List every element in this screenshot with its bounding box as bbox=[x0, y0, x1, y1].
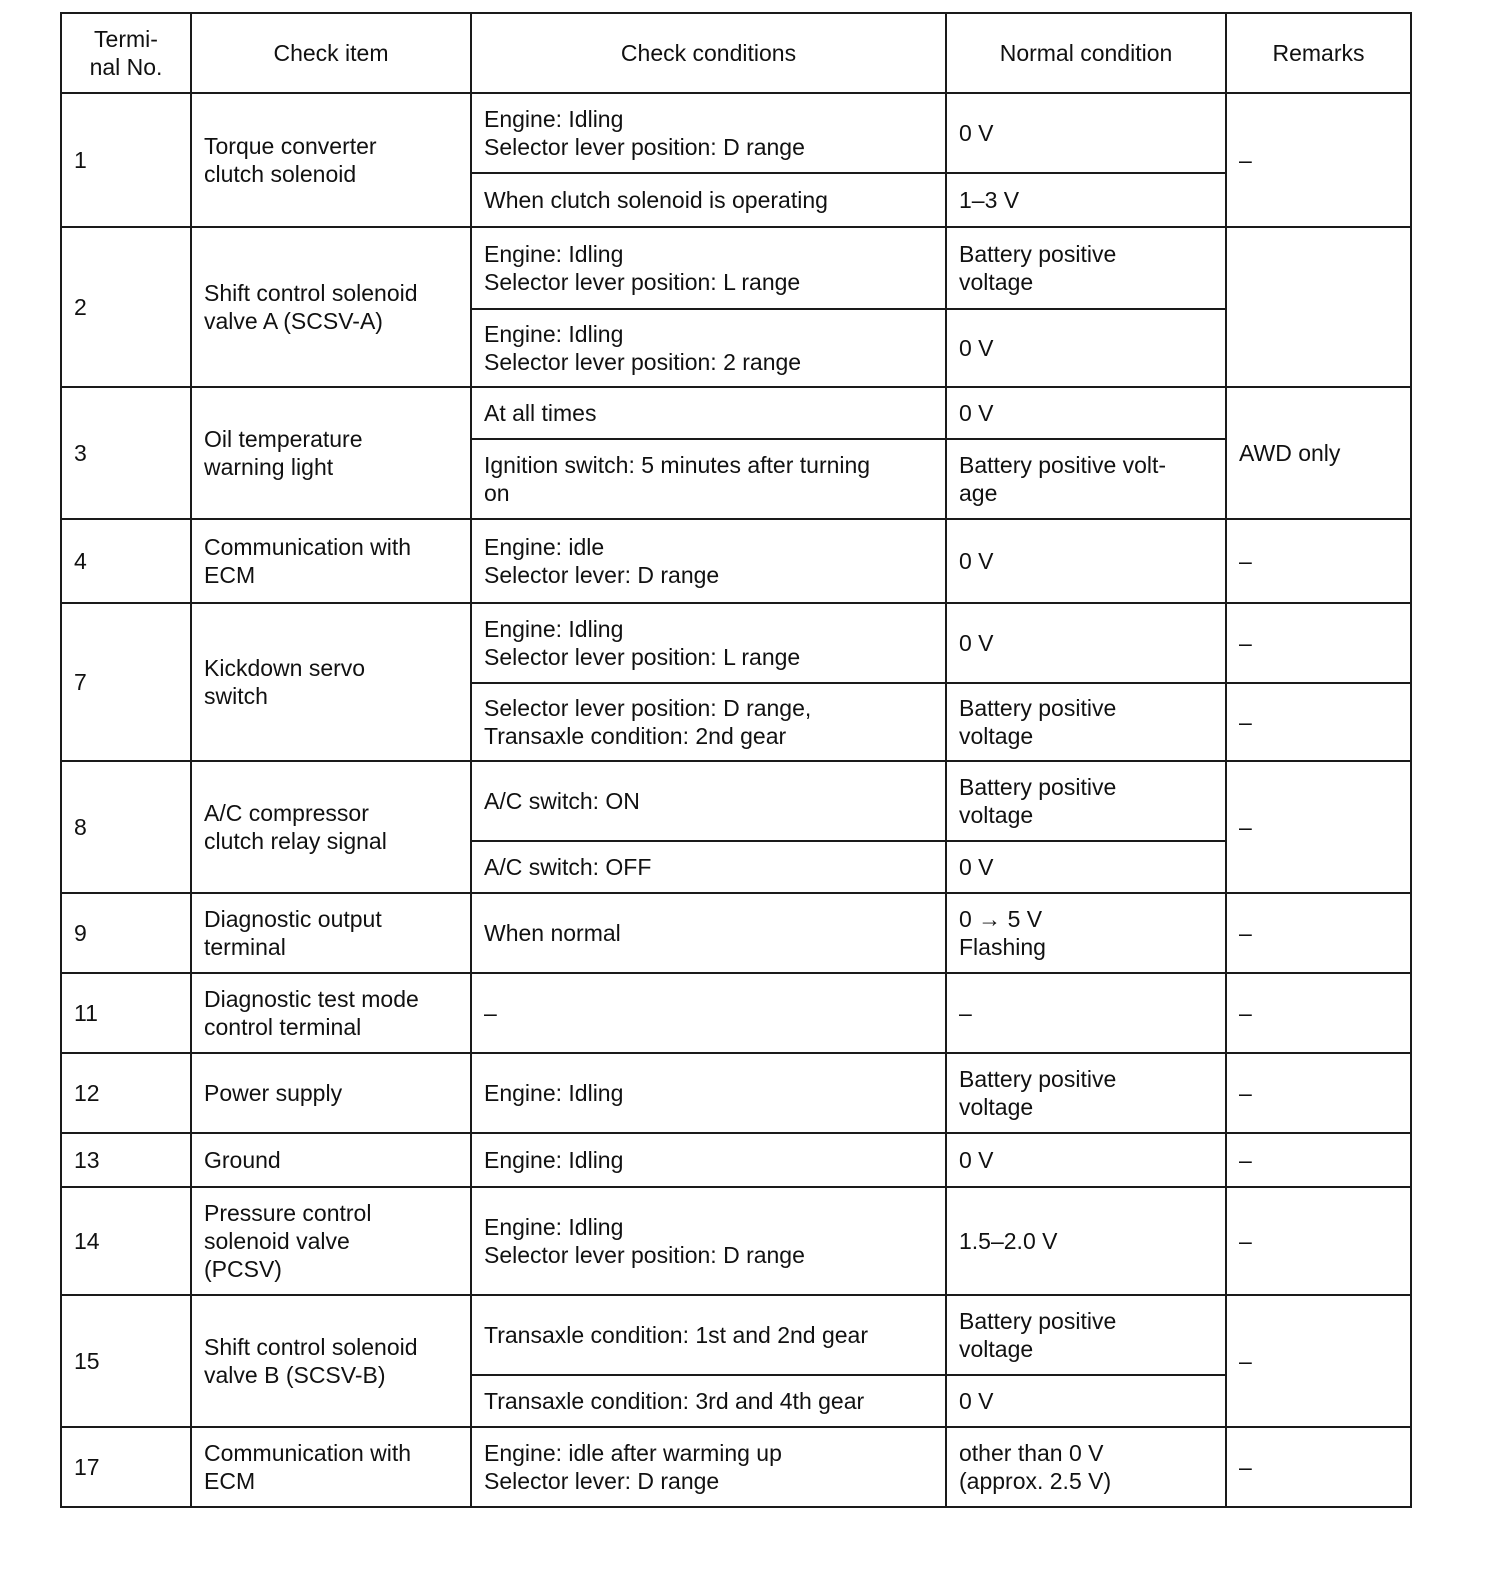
remarks: – bbox=[1226, 893, 1411, 973]
check-condition: At all times bbox=[471, 387, 946, 439]
remarks: – bbox=[1226, 1187, 1411, 1295]
normal-condition: 0 V bbox=[946, 309, 1226, 387]
terminal-number: 13 bbox=[61, 1133, 191, 1187]
normal-condition: – bbox=[946, 973, 1226, 1053]
table-row bbox=[61, 387, 1411, 439]
table-row bbox=[61, 603, 1411, 683]
normal-condition: other than 0 V (approx. 2.5 V) bbox=[946, 1427, 1226, 1507]
header-normal-condition: Normal condition bbox=[946, 13, 1226, 93]
terminal-number: 15 bbox=[61, 1295, 191, 1427]
normal-condition: 0 V bbox=[946, 1375, 1226, 1427]
terminal-check-sheet bbox=[60, 12, 1412, 1508]
normal-condition: 0 V bbox=[946, 603, 1226, 683]
normal-condition: 0 V bbox=[946, 1133, 1226, 1187]
check-item: Power supply bbox=[191, 1053, 471, 1133]
remarks: – bbox=[1226, 973, 1411, 1053]
terminal-number: 9 bbox=[61, 893, 191, 973]
check-condition: When normal bbox=[471, 893, 946, 973]
remarks: – bbox=[1226, 761, 1411, 893]
normal-condition: 0 V bbox=[946, 93, 1226, 173]
check-condition: A/C switch: ON bbox=[471, 761, 946, 841]
normal-condition: Battery positive voltage bbox=[946, 227, 1226, 309]
table-header-row bbox=[61, 13, 1411, 93]
check-item: Torque converter clutch solenoid bbox=[191, 93, 471, 227]
remarks: AWD only bbox=[1226, 387, 1411, 519]
check-condition: Transaxle condition: 3rd and 4th gear bbox=[471, 1375, 946, 1427]
remarks: – bbox=[1226, 683, 1411, 761]
table-row bbox=[61, 519, 1411, 603]
check-item: Pressure control solenoid valve (PCSV) bbox=[191, 1187, 471, 1295]
header-check-conditions: Check conditions bbox=[471, 13, 946, 93]
header-terminal-no: Termi- nal No. bbox=[61, 13, 191, 93]
remarks: – bbox=[1226, 603, 1411, 683]
terminal-number: 11 bbox=[61, 973, 191, 1053]
check-condition: Engine: Idling Selector lever position: D range bbox=[471, 1187, 946, 1295]
normal-condition: Battery positive voltage bbox=[946, 1053, 1226, 1133]
remarks bbox=[1226, 227, 1411, 387]
table-row bbox=[61, 1133, 1411, 1187]
header-remarks: Remarks bbox=[1226, 13, 1411, 93]
terminal-number: 17 bbox=[61, 1427, 191, 1507]
check-item: Ground bbox=[191, 1133, 471, 1187]
check-item: A/C compressor clutch relay signal bbox=[191, 761, 471, 893]
remarks: – bbox=[1226, 1133, 1411, 1187]
check-condition: Transaxle condition: 1st and 2nd gear bbox=[471, 1295, 946, 1375]
table-row bbox=[61, 893, 1411, 973]
normal-condition: Battery positive voltage bbox=[946, 761, 1226, 841]
normal-condition: 1.5–2.0 V bbox=[946, 1187, 1226, 1295]
check-condition: Engine: Idling bbox=[471, 1133, 946, 1187]
normal-condition: Battery positive volt- age bbox=[946, 439, 1226, 519]
check-item: Diagnostic test mode control terminal bbox=[191, 973, 471, 1053]
normal-condition: 0 → 5 V Flashing bbox=[946, 893, 1226, 973]
header-check-item: Check item bbox=[191, 13, 471, 93]
normal-condition: 0 V bbox=[946, 519, 1226, 603]
table-row bbox=[61, 1187, 1411, 1295]
terminal-check-table bbox=[60, 12, 1412, 1508]
remarks: – bbox=[1226, 1053, 1411, 1133]
table-row bbox=[61, 1295, 1411, 1375]
check-condition: When clutch solenoid is operating bbox=[471, 173, 946, 227]
check-condition: Engine: idle Selector lever: D range bbox=[471, 519, 946, 603]
table-row bbox=[61, 973, 1411, 1053]
terminal-number: 14 bbox=[61, 1187, 191, 1295]
check-condition: Engine: idle after warming up Selector lever: D range bbox=[471, 1427, 946, 1507]
normal-condition: 0 V bbox=[946, 387, 1226, 439]
table-row bbox=[61, 1053, 1411, 1133]
check-condition: A/C switch: OFF bbox=[471, 841, 946, 893]
terminal-number: 12 bbox=[61, 1053, 191, 1133]
terminal-number: 3 bbox=[61, 387, 191, 519]
remarks: – bbox=[1226, 519, 1411, 603]
check-item: Oil temperature warning light bbox=[191, 387, 471, 519]
remarks: – bbox=[1226, 93, 1411, 227]
check-condition: Selector lever position: D range, Transaxle condition: 2nd gear bbox=[471, 683, 946, 761]
terminal-number: 7 bbox=[61, 603, 191, 761]
terminal-number: 4 bbox=[61, 519, 191, 603]
terminal-number: 2 bbox=[61, 227, 191, 387]
table-row bbox=[61, 227, 1411, 309]
check-condition: – bbox=[471, 973, 946, 1053]
terminal-number: 1 bbox=[61, 93, 191, 227]
check-condition: Engine: Idling bbox=[471, 1053, 946, 1133]
check-item: Shift control solenoid valve A (SCSV-A) bbox=[191, 227, 471, 387]
check-item: Diagnostic output terminal bbox=[191, 893, 471, 973]
table-row bbox=[61, 761, 1411, 841]
check-item: Kickdown servo switch bbox=[191, 603, 471, 761]
check-condition: Engine: Idling Selector lever position: D range bbox=[471, 93, 946, 173]
normal-condition: 0 V bbox=[946, 841, 1226, 893]
check-condition: Engine: Idling Selector lever position: L range bbox=[471, 227, 946, 309]
remarks: – bbox=[1226, 1295, 1411, 1427]
normal-condition: Battery positive voltage bbox=[946, 1295, 1226, 1375]
normal-condition: 1–3 V bbox=[946, 173, 1226, 227]
remarks: – bbox=[1226, 1427, 1411, 1507]
check-condition: Engine: Idling Selector lever position: L range bbox=[471, 603, 946, 683]
check-item: Communication with ECM bbox=[191, 1427, 471, 1507]
terminal-number: 8 bbox=[61, 761, 191, 893]
check-item: Shift control solenoid valve B (SCSV-B) bbox=[191, 1295, 471, 1427]
check-item: Communication with ECM bbox=[191, 519, 471, 603]
table-row bbox=[61, 1427, 1411, 1507]
check-condition: Ignition switch: 5 minutes after turning on bbox=[471, 439, 946, 519]
normal-condition: Battery positive voltage bbox=[946, 683, 1226, 761]
check-condition: Engine: Idling Selector lever position: 2 range bbox=[471, 309, 946, 387]
table-row bbox=[61, 93, 1411, 173]
